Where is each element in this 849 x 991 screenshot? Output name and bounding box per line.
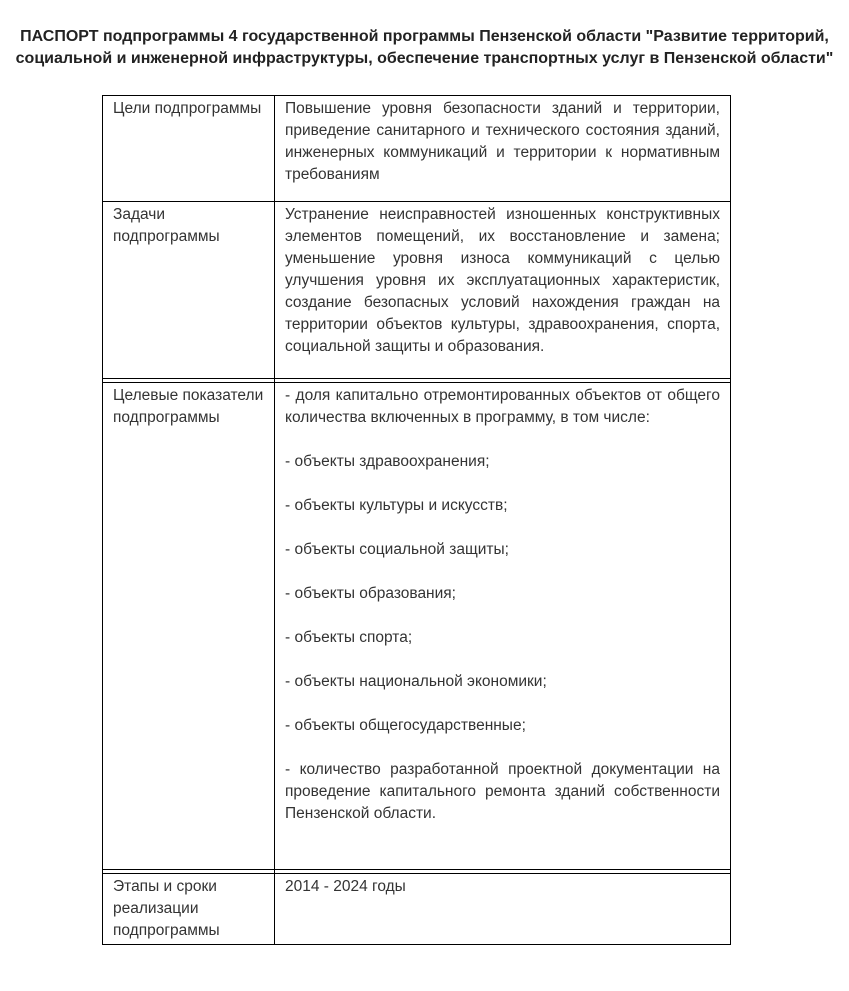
timeline-label: Этапы и сроки реализации подпрограммы bbox=[113, 878, 220, 939]
table-row-indicators bbox=[103, 383, 731, 870]
row-label bbox=[103, 202, 275, 379]
indicator-item: - объекты спорта; bbox=[285, 629, 413, 646]
table-row-timeline bbox=[103, 874, 731, 945]
goals-text: Повышение уровня безопасности зданий и территории, приведение санитарного и технического состояния зданий, инженерных коммуникаций и территории к нормативным требованиям bbox=[285, 100, 720, 183]
indicator-item: - объекты социальной защиты; bbox=[285, 541, 509, 558]
timeline-text: 2014 - 2024 годы bbox=[285, 878, 406, 895]
row-value bbox=[275, 383, 731, 870]
goals-label: Цели подпрограммы bbox=[113, 100, 262, 117]
indicator-item: - количество разработанной проектной документации на проведение капитального ремонта зданий собственности Пензенской области. bbox=[285, 761, 720, 822]
indicator-item: - объекты здравоохранения; bbox=[285, 453, 490, 470]
row-label bbox=[103, 874, 275, 945]
row-label bbox=[103, 96, 275, 202]
passport-table bbox=[102, 95, 731, 945]
tasks-label: Задачи подпрограммы bbox=[113, 206, 220, 245]
indicator-item: - объекты национальной экономики; bbox=[285, 673, 547, 690]
row-value bbox=[275, 96, 731, 202]
indicator-item: - объекты культуры и искусств; bbox=[285, 497, 508, 514]
table-row-tasks bbox=[103, 202, 731, 379]
indicator-item: - объекты общегосударственные; bbox=[285, 717, 526, 734]
row-label bbox=[103, 383, 275, 870]
indicator-item: - доля капитально отремонтированных объектов от общего количества включенных в программу, в том числе: bbox=[285, 387, 720, 426]
row-value bbox=[275, 202, 731, 379]
table-row-goals bbox=[103, 96, 731, 202]
row-value bbox=[275, 874, 731, 945]
tasks-text: Устранение неисправностей изношенных конструктивных элементов помещений, их восстановление и замена; уменьшение уровня износа коммуникаций с целью улучшения уровня их эксплуатационных характеристик, создание безопасных условий нахождения граждан на территории объектов культуры, здравоохранения, спорта, социальной защиты и образования. bbox=[285, 206, 720, 355]
indicators-label: Целевые показатели подпрограммы bbox=[113, 387, 264, 426]
indicator-item: - объекты образования; bbox=[285, 585, 456, 602]
document-title: ПАСПОРТ подпрограммы 4 государственной программы Пензенской области "Развитие территорий, социальной и инженерной инфраструктуры, обеспечение транспортных услуг в Пензенской области" bbox=[15, 28, 834, 67]
